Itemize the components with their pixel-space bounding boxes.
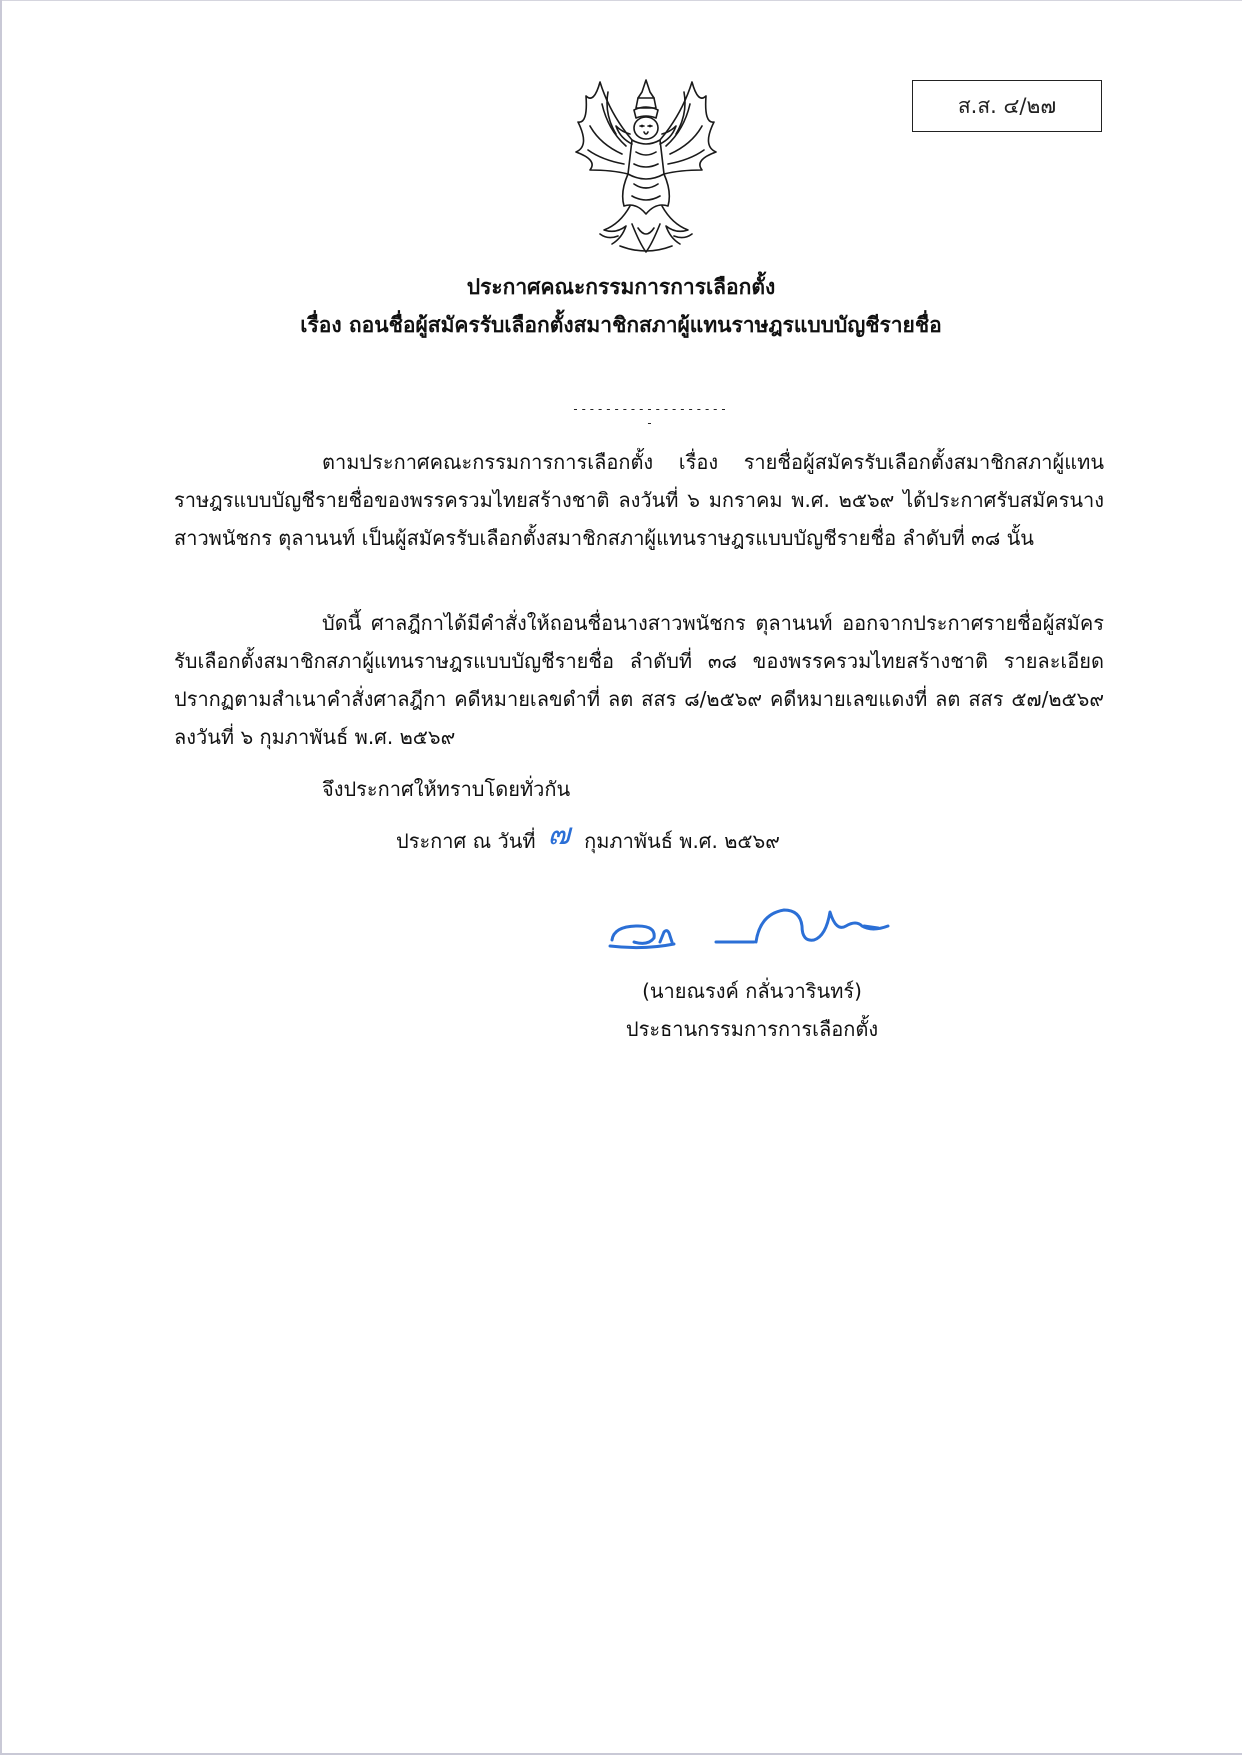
title-line-1: ประกาศคณะกรรมการการเลือกตั้ง	[466, 275, 776, 299]
body-paragraph-2: บัดนี้ ศาลฎีกาได้มีคำสั่งให้ถอนชื่อนางสาวพนัชกร ตุลานนท์ ออกจากประกาศรายชื่อผู้สมัครรับเลือกตั้งสมาชิกสภาผู้แทนราษฎรแบบบัญชีรายชื่อ ลำดับที่ ๓๘ ของพรรครวมไทยสร้างชาติ รายละเอียดปรากฏตามสำเนาคำสั่งศาลฎีกา คดีหมายเลขดำที่ ลต สสร ๘/๒๕๖๙ คดีหมายเลขแดงที่ ลต สสร ๕๗/๒๕๖๙ ลงวันที่ ๖ กุมภาพันธ์ พ.ศ. ๒๕๖๙	[174, 611, 1104, 749]
closing-statement: จึงประกาศให้ทราบโดยทั่วกัน	[322, 777, 571, 801]
title-line-2: เรื่อง ถอนชื่อผู้สมัครรับเลือกตั้งสมาชิกสภาผู้แทนราษฎรแบบบัญชีรายชื่อ	[300, 313, 942, 337]
signer-block	[582, 972, 922, 1048]
document-title	[120, 268, 1122, 344]
document-code: ส.ส. ๔/๒๗	[957, 93, 1057, 118]
date-day-handwritten: ๗	[547, 817, 571, 852]
date-prefix: ประกาศ ณ วันที่	[396, 829, 536, 853]
page-edge-top	[0, 0, 1242, 1]
signer-title: ประธานกรรมการการเลือกตั้ง	[625, 1017, 879, 1041]
title-separator: --------------------	[571, 402, 729, 430]
page-edge-left	[0, 0, 2, 1755]
garuda-emblem-icon	[560, 74, 732, 256]
signer-name: (นายณรงค์ กลั่นวารินทร์)	[642, 979, 862, 1003]
document-code-box	[912, 80, 1102, 132]
signature-icon	[604, 896, 924, 952]
date-suffix: กุมภาพันธ์ พ.ศ. ๒๕๖๙	[584, 829, 780, 853]
body-paragraph-1: ตามประกาศคณะกรรมการการเลือกตั้ง เรื่อง รายชื่อผู้สมัครรับเลือกตั้งสมาชิกสภาผู้แทนราษฎรแบบบัญชีรายชื่อของพรรครวมไทยสร้างชาติ ลงวันที่ ๖ มกราคม พ.ศ. ๒๕๖๙ ได้ประกาศรับสมัครนางสาวพนัชกร ตุลานนท์ เป็นผู้สมัครรับเลือกตั้งสมาชิกสภาผู้แทนราษฎรแบบบัญชีรายชื่อ ลำดับที่ ๓๘ นั้น	[174, 450, 1104, 550]
announcement-date	[396, 817, 780, 860]
